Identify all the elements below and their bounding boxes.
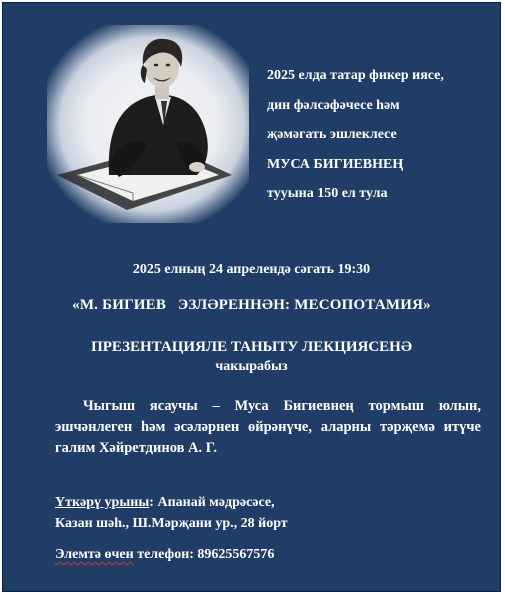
event-title: «М. БИГИЕВ ЭЗЛӘРЕННӘН: МЕСОПОТАМИЯ» bbox=[72, 297, 431, 313]
portrait-photo bbox=[47, 25, 249, 223]
event-invitation: чакырабыз bbox=[215, 359, 288, 374]
contact-value: телефон: 89625567576 bbox=[133, 547, 275, 562]
contact-phone bbox=[55, 547, 274, 563]
speaker-description: Чыгыш ясаучы – Муса Бигиевнең тормыш юлын, эшчәнлеген һәм әсәләрнен өйрәнүче, аларны тәрҗемә итүче галим Хәйретдинов А. Г. bbox=[55, 398, 481, 456]
venue-label: Үткәрү урыны bbox=[55, 495, 150, 510]
intro-line: дин фәлсәфәчесе һәм bbox=[267, 97, 400, 113]
intro-line: җәмәгать эшлеклесе bbox=[267, 127, 397, 142]
venue-address: Казан шәһ., Ш.Мәрҗани ур., 28 йорт bbox=[55, 516, 288, 531]
venue-block bbox=[55, 492, 288, 534]
event-date-time: 2025 елның 24 апрелендә сәгать 19:30 bbox=[132, 262, 371, 277]
venue-separator: : bbox=[149, 495, 154, 510]
event-subtitle: ПРЕЗЕНТАЦИЯЛЕ ТАНЫТУ ЛЕКЦИЯСЕНӘ bbox=[91, 339, 412, 355]
venue-name: Апанай мәдрәсәсе, bbox=[153, 495, 275, 510]
contact-label: Элемтә өчен bbox=[55, 547, 134, 562]
intro-line: 2025 елда татар фикер иясе, bbox=[267, 68, 444, 83]
portrait-figure bbox=[47, 25, 249, 223]
anniversary-intro bbox=[267, 61, 444, 209]
intro-line: тууына 150 ел тула bbox=[267, 186, 388, 201]
honoree-name: МУСА БИГИЕВНЕҢ bbox=[267, 156, 404, 172]
event-poster bbox=[2, 2, 501, 592]
